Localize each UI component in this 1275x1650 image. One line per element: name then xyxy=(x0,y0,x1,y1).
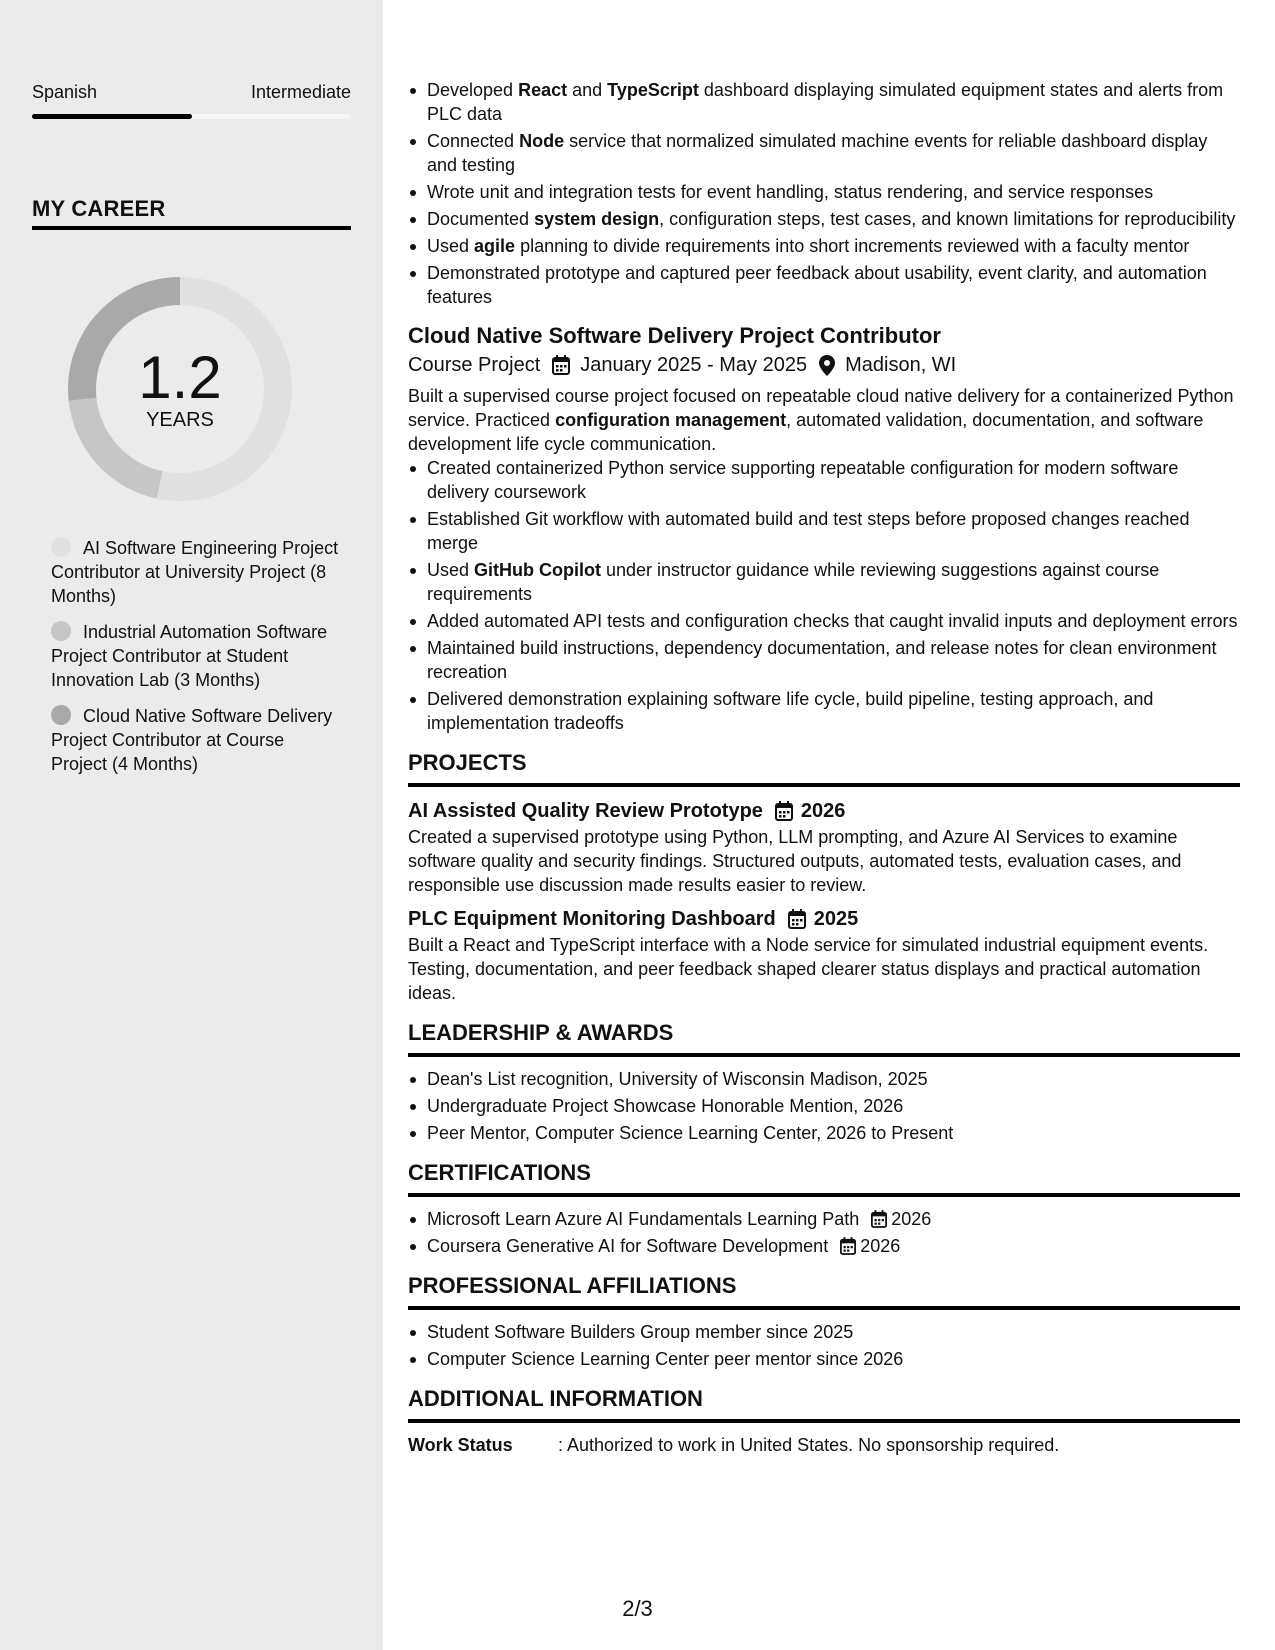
job-dates: January 2025 - May 2025 xyxy=(580,354,808,376)
bullet-item xyxy=(408,207,1240,231)
project-year: 2025 xyxy=(813,908,859,930)
career-legend-label: Industrial Automation Software Project Contributor at Student Innovation Lab (3 Months) xyxy=(51,622,328,690)
list-item: Dean's List recognition, University of Wisconsin Madison, 2025 xyxy=(408,1067,1240,1091)
sidebar xyxy=(0,0,383,1650)
bullet-text: Delivered demonstration explaining software life cycle, build pipeline, testing approach, and implementation tradeoffs xyxy=(427,689,1154,733)
bullet-text: Documented xyxy=(427,209,535,229)
certification-name: Microsoft Learn Azure AI Fundamentals Learning Path xyxy=(427,1209,860,1229)
job-org: Course Project xyxy=(408,354,541,376)
bullet-text: dashboard displaying simulated equipment states and alerts from PLC data xyxy=(427,80,1224,124)
bullet-text: Used xyxy=(427,560,475,580)
bullet-text: , configuration steps, test cases, and known limitations for reproducibility xyxy=(659,209,1236,229)
total-years: 1.2 xyxy=(138,343,222,411)
project-description: Built a React and TypeScript interface with a Node service for simulated industrial equipment events. Testing, documentation, and peer feedback shaped clearer status displays and practical automation ideas. xyxy=(408,935,1209,1003)
language-name: Spanish xyxy=(32,82,98,102)
bullet-item xyxy=(408,78,1240,126)
bullet-text: Wrote unit and integration tests for event handling, status rendering, and service responses xyxy=(427,182,1154,202)
project-description: Created a supervised prototype using Python, LLM prompting, and Azure AI Services to examine software quality and security findings. Structured outputs, automated tests, evaluation cases, and responsible use discussion made results easier to review. xyxy=(408,827,1182,895)
bullet-item xyxy=(408,636,1240,684)
bullet-bold: agile xyxy=(474,236,516,256)
previous-job-bullets xyxy=(408,78,1240,309)
bullet-text: Added automated API tests and configuration checks that caught invalid inputs and deployment errors xyxy=(427,611,1238,631)
projects-list xyxy=(408,797,1240,1005)
bullet-bold: TypeScript xyxy=(607,80,699,100)
job-description-text: Built a supervised course project focused on repeatable cloud native delivery for a containerized Python service. Practiced xyxy=(408,386,1234,430)
projects-section-title: PROJECTS xyxy=(408,749,1240,787)
bullet-text: service that normalized simulated machine events for reliable dashboard display and testing xyxy=(427,131,1208,175)
job-title: Cloud Native Software Delivery Project Contributor xyxy=(408,323,941,348)
language-proficiency-fill xyxy=(32,114,192,119)
bullet-item xyxy=(408,687,1240,735)
language-level: Intermediate xyxy=(250,82,351,102)
calendar-icon xyxy=(788,909,806,929)
certification-item xyxy=(408,1207,1240,1231)
career-legend-label: Cloud Native Software Delivery Project Contributor at Course Project (4 Months) xyxy=(51,706,333,774)
list-item: Peer Mentor, Computer Science Learning Center, 2026 to Present xyxy=(408,1121,1240,1145)
certification-year: 2026 xyxy=(891,1209,932,1229)
job-meta xyxy=(408,350,1240,380)
legend-dot xyxy=(51,621,71,641)
certifications-list xyxy=(408,1207,1240,1258)
certification-year: 2026 xyxy=(860,1236,901,1256)
bullet-item xyxy=(408,507,1240,555)
language-row xyxy=(32,82,351,103)
calendar-icon xyxy=(840,1237,856,1255)
bullet-text: Demonstrated prototype and captured peer feedback about usability, event clarity, and automation features xyxy=(427,263,1207,307)
language-proficiency-bar xyxy=(32,114,351,119)
career-legend-item xyxy=(51,620,341,692)
job-description-text: , automated validation, documentation, and software development life cycle communication. xyxy=(408,410,1204,454)
bullet-bold: GitHub Copilot xyxy=(474,560,601,580)
bullet-item xyxy=(408,609,1240,633)
affiliations-section-title: PROFESSIONAL AFFILIATIONS xyxy=(408,1272,1240,1310)
project-title: AI Assisted Quality Review Prototype xyxy=(408,800,763,822)
career-legend xyxy=(51,536,341,788)
project-item xyxy=(408,905,1240,1005)
page-number-text: 2/3 xyxy=(622,1596,653,1621)
bullet-text: Connected xyxy=(427,131,520,151)
bullet-text: Developed xyxy=(427,80,519,100)
bullet-item xyxy=(408,129,1240,177)
project-year: 2026 xyxy=(800,800,846,822)
certification-name: Coursera Generative AI for Software Development xyxy=(427,1236,829,1256)
bullet-text: and xyxy=(567,80,608,100)
certification-item xyxy=(408,1234,1240,1258)
list-item: Computer Science Learning Center peer mentor since 2026 xyxy=(408,1347,1240,1371)
bullet-text: planning to divide requirements into short increments reviewed with a faculty mentor xyxy=(515,236,1190,256)
career-section-title: MY CAREER xyxy=(32,196,351,230)
bullet-bold: Node xyxy=(519,131,565,151)
leadership-list xyxy=(408,1067,1240,1145)
calendar-icon xyxy=(871,1210,887,1228)
years-label: YEARS xyxy=(146,408,214,431)
bullet-item xyxy=(408,234,1240,258)
bullet-item xyxy=(408,180,1240,204)
calendar-icon xyxy=(552,355,570,375)
bullet-text: Created containerized Python service supporting repeatable configuration for modern software delivery coursework xyxy=(427,458,1179,502)
career-legend-label: AI Software Engineering Project Contributor at University Project (8 Months) xyxy=(51,538,339,606)
career-legend-item xyxy=(51,704,341,776)
work-status-value: : Authorized to work in United States. No sponsorship required. xyxy=(558,1435,1060,1455)
legend-dot xyxy=(51,537,71,557)
calendar-icon xyxy=(775,801,793,821)
career-donut-center xyxy=(62,271,298,507)
career-legend-item xyxy=(51,536,341,608)
additional-info-section-title: ADDITIONAL INFORMATION xyxy=(408,1385,1240,1423)
job-location: Madison, WI xyxy=(845,354,957,376)
bullet-item xyxy=(408,558,1240,606)
bullet-text: Established Git workflow with automated build and test steps before proposed changes reached merge xyxy=(427,509,1190,553)
project-item xyxy=(408,797,1240,897)
bullet-item xyxy=(408,456,1240,504)
project-title: PLC Equipment Monitoring Dashboard xyxy=(408,908,776,930)
job-description-bold: configuration management xyxy=(555,410,787,430)
bullet-bold: system design xyxy=(534,209,660,229)
bullet-bold: React xyxy=(518,80,568,100)
job-description xyxy=(408,384,1240,456)
certifications-section-title: CERTIFICATIONS xyxy=(408,1159,1240,1197)
bullet-item xyxy=(408,261,1240,309)
bullet-text: under instructor guidance while reviewing suggestions against course requirements xyxy=(427,560,1160,604)
work-status-label: Work Status xyxy=(408,1435,513,1455)
work-status-row xyxy=(408,1433,1240,1457)
bullet-text: Maintained build instructions, dependency documentation, and release notes for clean environment recreation xyxy=(427,638,1217,682)
bullet-text: Used xyxy=(427,236,475,256)
job-bullets xyxy=(408,456,1240,735)
list-item: Undergraduate Project Showcase Honorable Mention, 2026 xyxy=(408,1094,1240,1118)
list-item: Student Software Builders Group member since 2025 xyxy=(408,1320,1240,1344)
legend-dot xyxy=(51,705,71,725)
main-content xyxy=(408,78,1240,1457)
affiliations-list xyxy=(408,1320,1240,1371)
location-pin-icon xyxy=(819,355,835,376)
page-number xyxy=(0,1596,1275,1622)
leadership-section-title: LEADERSHIP & AWARDS xyxy=(408,1019,1240,1057)
